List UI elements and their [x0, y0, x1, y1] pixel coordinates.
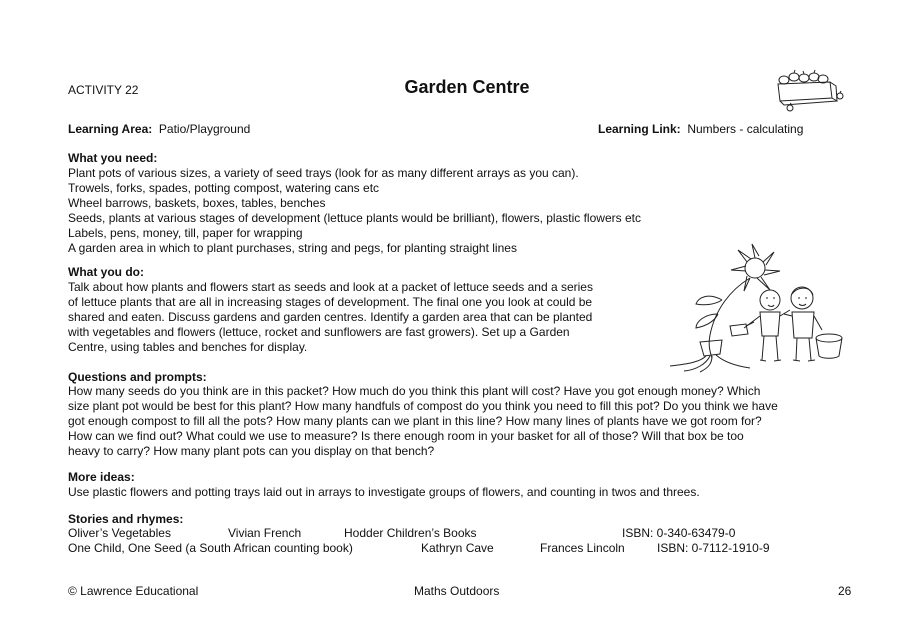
questions-line: How many seeds do you think are in this packet? How much do you think this plant will cost? Have you got enough money? Which — [68, 384, 761, 398]
learning-area — [68, 122, 250, 137]
need-line: Wheel barrows, baskets, boxes, tables, benches — [68, 196, 326, 210]
learning-link — [598, 122, 803, 137]
questions-heading: Questions and prompts: — [68, 370, 207, 384]
activity-number: ACTIVITY 22 — [68, 83, 139, 97]
need-line: A garden area in which to plant purchases, string and pegs, for planting straight lines — [68, 241, 517, 255]
stories-heading: Stories and rhymes: — [68, 512, 184, 526]
book-title: One Child, One Seed (a South African counting book) — [68, 541, 353, 555]
do-heading: What you do: — [68, 265, 144, 279]
do-line: of lettuce plants that are all in increasing stages of development. The final one you look at could be — [68, 295, 593, 309]
page-number: 26 — [838, 584, 852, 598]
learning-area-value: Patio/Playground — [158, 122, 251, 136]
need-line: Labels, pens, money, till, paper for wrapping — [68, 226, 303, 240]
questions-line: heavy to carry? How many plant pots can you display on that bench? — [68, 444, 435, 458]
do-line: with vegetables and flowers (lettuce, rocket and sunflowers are fast growers). Set up a Garden — [68, 325, 570, 339]
book-isbn: ISBN: 0-7112-1910-9 — [657, 541, 770, 555]
do-line: Talk about how plants and flowers start as seeds and look at a packet of lettuce seeds and a series — [68, 280, 593, 294]
book-author: Kathryn Cave — [421, 541, 494, 555]
questions-line: How can we find out? What could we use to measure? Is there enough room in your basket for all of those? Will that box be too — [68, 429, 744, 443]
do-line: shared and eaten. Discuss gardens and garden centres. Identify a garden area that can be planted — [68, 310, 593, 324]
vegetable-box-illustration — [770, 68, 850, 112]
footer-copyright: © Lawrence Educational — [68, 584, 199, 598]
ideas-heading: More ideas: — [68, 470, 135, 484]
do-line: Centre, using tables and benches for display. — [68, 340, 308, 354]
book-title: Oliver’s Vegetables — [68, 526, 171, 540]
need-line: Trowels, forks, spades, potting compost, watering cans etc — [68, 181, 380, 195]
footer-series: Maths Outdoors — [414, 584, 500, 598]
learning-link-label: Learning Link: — [598, 122, 681, 136]
need-line: Plant pots of various sizes, a variety of seed trays (look for as many different arrays as you can). — [68, 166, 579, 180]
ideas-line: Use plastic flowers and potting trays laid out in arrays to investigate groups of flowers, and counting in twos and threes. — [68, 485, 700, 499]
learning-area-label: Learning Area: — [68, 122, 153, 136]
book-publisher: Frances Lincoln — [540, 541, 625, 555]
page-title: Garden Centre — [404, 77, 530, 97]
learning-link-value: Numbers - calculating — [687, 122, 804, 136]
book-author: Vivian French — [228, 526, 302, 540]
need-heading: What you need: — [68, 151, 158, 165]
book-isbn: ISBN: 0-340-63479-0 — [622, 526, 736, 540]
children-planting-sunflower-illustration — [660, 240, 850, 372]
questions-line: size plant pot would be best for this plant? How many handfuls of compost do you think you need to fill this pot? Do you think we have — [68, 399, 778, 413]
need-line: Seeds, plants at various stages of development (lettuce plants would be brilliant), flowers, plastic flowers etc — [68, 211, 641, 225]
book-publisher: Hodder Children’s Books — [344, 526, 477, 540]
questions-line: got enough compost to fill all the pots? How many plants can we plant in this line? How many lines of plants have we got room for? — [68, 414, 762, 428]
